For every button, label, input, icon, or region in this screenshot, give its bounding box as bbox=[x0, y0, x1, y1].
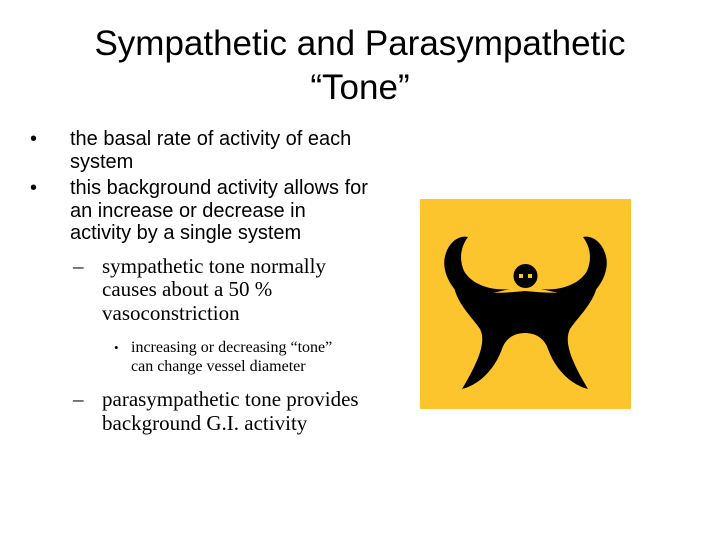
sub-bullet-text: parasympathetic tone provides background G.I. activity bbox=[102, 387, 359, 435]
sub-bullet-item bbox=[28, 388, 368, 435]
title-line-1: Sympathetic and Parasympathetic bbox=[94, 24, 626, 63]
sub-bullet-text: sympathetic tone normally causes about a 50 % vasoconstriction bbox=[102, 253, 326, 325]
flexing-figure-icon bbox=[420, 199, 631, 409]
bullet-item bbox=[28, 177, 368, 245]
dash-marker: – bbox=[73, 387, 84, 411]
bullet-text: the basal rate of activity of each system bbox=[70, 128, 352, 173]
bullet-text: this background activity allows for an increase or decrease in activity by a single system bbox=[70, 177, 368, 244]
slide-body bbox=[28, 128, 368, 435]
bullet-item bbox=[28, 128, 368, 173]
sub-sub-bullet-item bbox=[28, 339, 368, 376]
bullet-marker: • bbox=[114, 340, 119, 355]
bullet-marker: • bbox=[30, 128, 38, 150]
sub-bullet-item bbox=[28, 255, 368, 326]
dash-marker: – bbox=[73, 253, 84, 278]
sub-sub-bullet-text: increasing or decreasing “tone” can change vessel diameter bbox=[131, 339, 333, 375]
bullet-marker: • bbox=[30, 177, 38, 199]
title-line-2: “Tone” bbox=[310, 68, 410, 107]
slide-title bbox=[0, 22, 720, 110]
